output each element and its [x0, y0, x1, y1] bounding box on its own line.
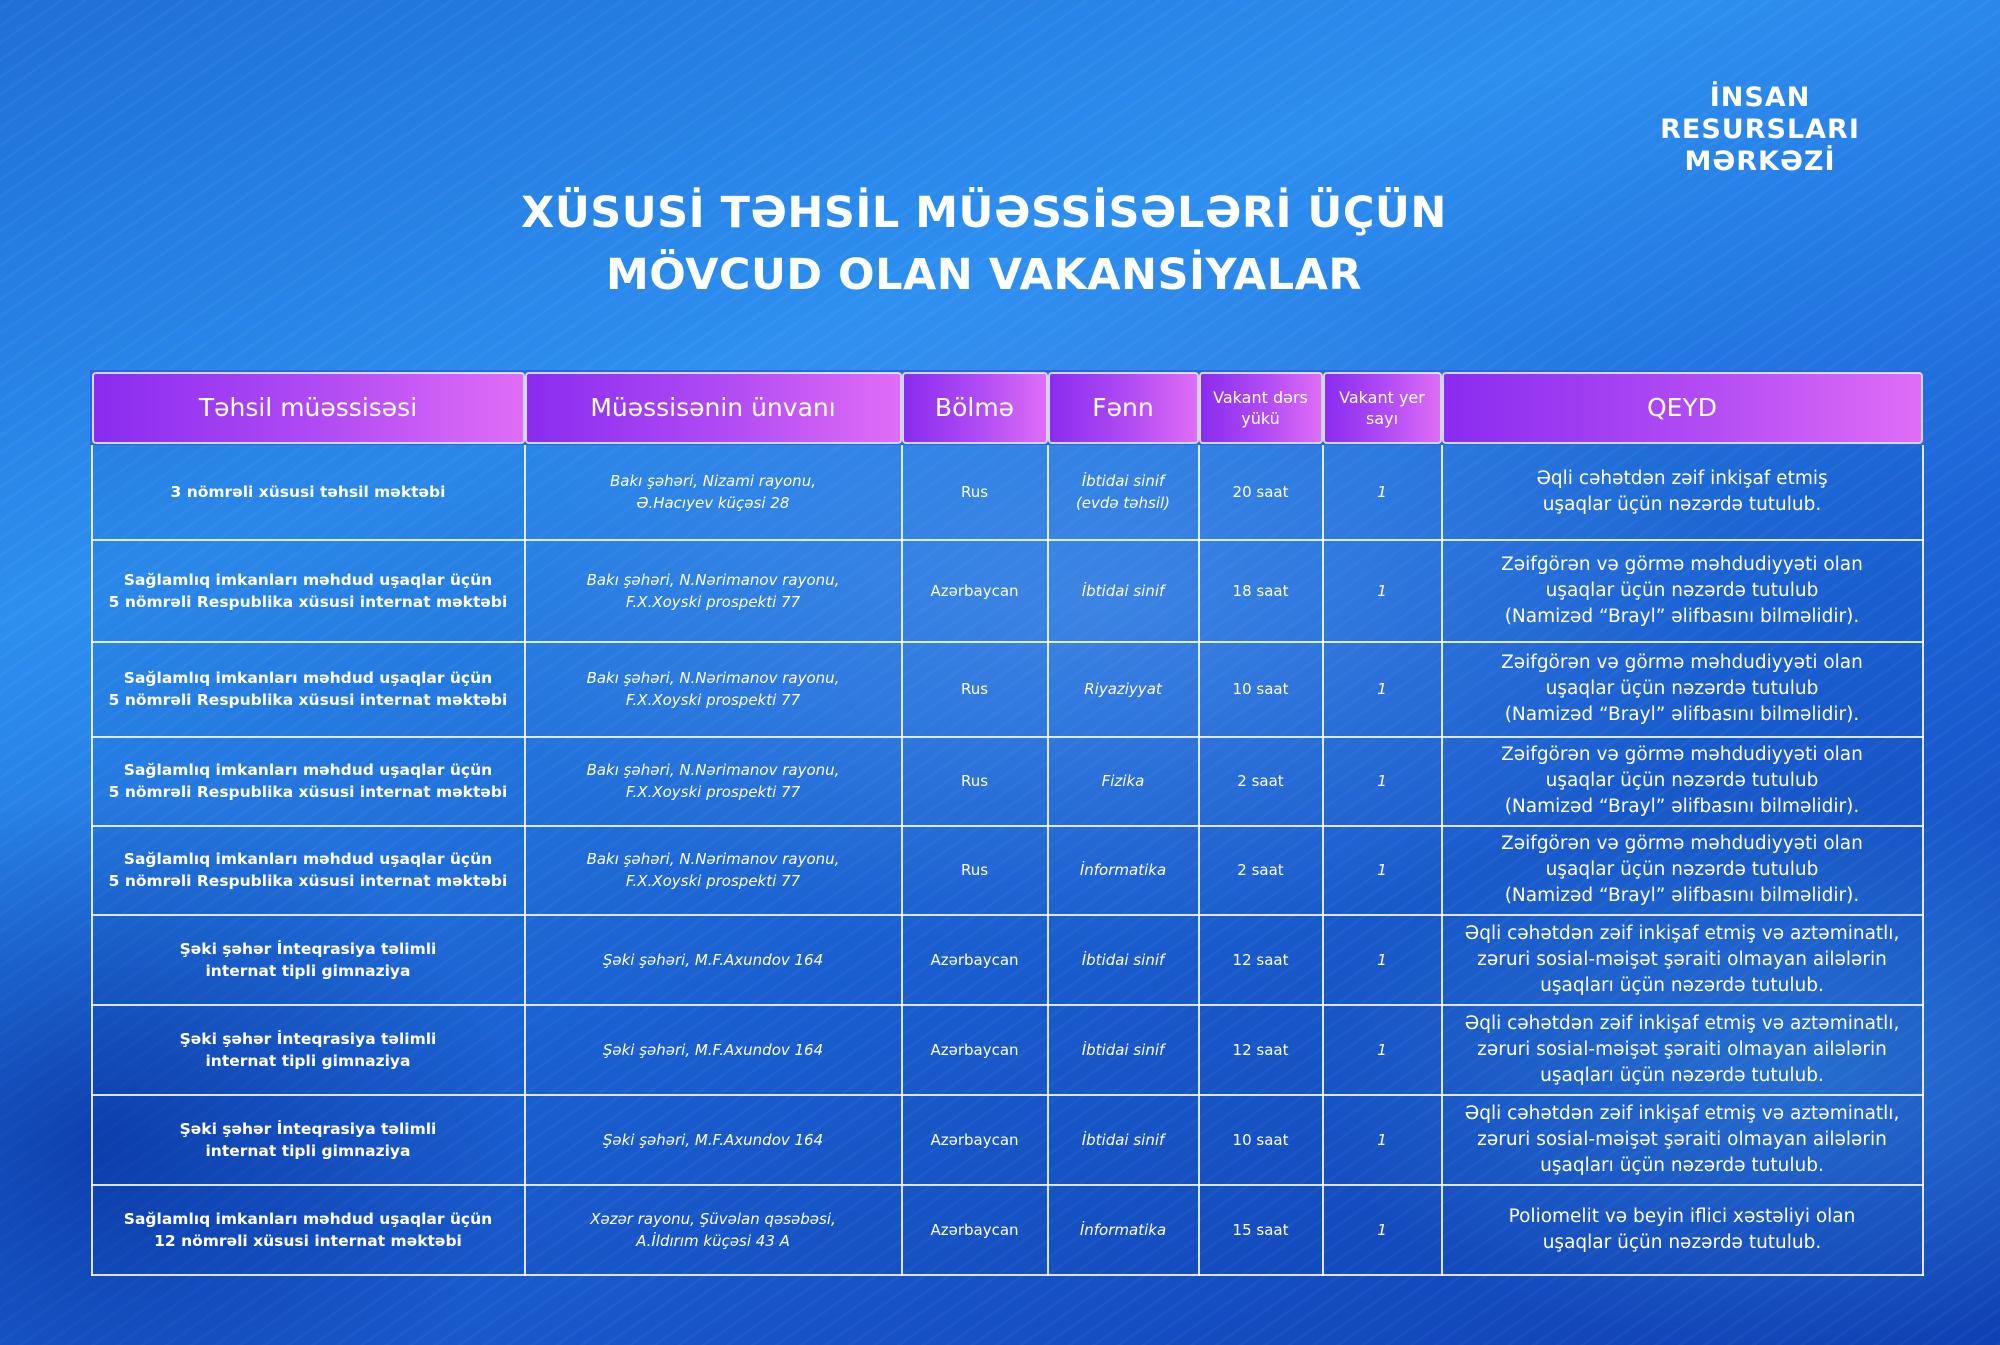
note-line-2: zəruri sosial-məişət şəraiti olmayan ailələrin — [1477, 1128, 1887, 1150]
header-vacant-seats — [1323, 372, 1442, 444]
cell-vacant-hours: 10 saat — [1199, 1095, 1323, 1185]
cell-section: Azərbaycan — [902, 915, 1048, 1005]
institution-line-1: Şəki şəhər İnteqrasiya təlimli — [179, 939, 437, 958]
address-line-1: Bakı şəhəri, Nizami rayonu, — [610, 471, 816, 490]
cell-institution — [92, 1095, 525, 1185]
institution-line-2: internat tipli gimnaziya — [205, 1051, 411, 1070]
table-row — [92, 826, 1923, 915]
cell-note — [1442, 737, 1923, 826]
cell-vacant-hours: 20 saat — [1199, 444, 1323, 540]
cell-address — [525, 737, 902, 826]
cell-subject — [1048, 1185, 1199, 1275]
cell-subject — [1048, 826, 1199, 915]
institution-line-2: 5 nömrəli Respublika xüsusi internat məktəbi — [108, 783, 508, 801]
cell-institution — [92, 642, 525, 737]
cell-address — [525, 826, 902, 915]
subject-line-1: Riyaziyyat — [1084, 680, 1162, 698]
cell-subject — [1048, 444, 1199, 540]
subject-line-1: İbtidai sinif — [1081, 1040, 1165, 1059]
institution-line-1: Sağlamlıq imkanları məhdud uşaqlar üçün — [123, 761, 493, 779]
subject-line-1: İbtidai sinif — [1081, 581, 1165, 600]
note-line-2: uşaqlar üçün nəzərdə tutulub — [1545, 678, 1819, 699]
cell-address — [525, 444, 902, 540]
cell-address — [525, 1005, 902, 1095]
address-line-2: Ə.Hacıyev küçəsi 28 — [636, 493, 790, 512]
cell-institution — [92, 1005, 525, 1095]
cell-note — [1442, 1185, 1923, 1275]
address-line-2: F.X.Xoyski prospekti 77 — [625, 691, 801, 709]
cell-note — [1442, 642, 1923, 737]
note-line-3: uşaqları üçün nəzərdə tutulub. — [1540, 974, 1824, 996]
table-row — [92, 1095, 1923, 1185]
address-line-2: A.İldırım küçəsi 43 A — [636, 1231, 790, 1250]
subject-line-1: Fizika — [1101, 772, 1145, 790]
address-line-1: Bakı şəhəri, N.Nərimanov rayonu, — [586, 669, 840, 687]
header-institution: Təhsil müəssisəsi — [92, 372, 525, 444]
note-line-2: uşaqlar üçün nəzərdə tutulub. — [1542, 1231, 1822, 1253]
note-line-1: Əqli cəhətdən zəif inkişaf etmiş və aztəminatlı, — [1464, 922, 1900, 944]
note-line-3: uşaqları üçün nəzərdə tutulub. — [1540, 1154, 1824, 1176]
page-title-line-1: XÜSUSİ TƏHSİL MÜƏSSİSƏLƏRİ ÜÇÜN — [521, 188, 1447, 238]
cell-vacant-hours: 10 saat — [1199, 642, 1323, 737]
cell-institution — [92, 737, 525, 826]
cell-note — [1442, 444, 1923, 540]
cell-section: Azərbaycan — [902, 1185, 1048, 1275]
note-line-1: Poliomelit və beyin iflici xəstəliyi olan — [1508, 1205, 1856, 1227]
cell-section: Rus — [902, 444, 1048, 540]
cell-subject — [1048, 1005, 1199, 1095]
address-line-1: Bakı şəhəri, N.Nərimanov rayonu, — [586, 570, 840, 589]
address-line-1: Bakı şəhəri, N.Nərimanov rayonu, — [586, 850, 840, 868]
institution-line-2: internat tipli gimnaziya — [205, 1141, 411, 1160]
table-row — [92, 737, 1923, 826]
institution-line-2: 5 nömrəli Respublika xüsusi internat məktəbi — [108, 691, 508, 709]
vacancies-table-container — [90, 370, 1924, 1276]
cell-subject — [1048, 540, 1199, 642]
table-row — [92, 642, 1923, 737]
cell-section: Rus — [902, 737, 1048, 826]
cell-section: Azərbaycan — [902, 1095, 1048, 1185]
cell-note — [1442, 1095, 1923, 1185]
table-row — [92, 1185, 1923, 1275]
header-vacant-hours-line-2: yükü — [1241, 408, 1280, 428]
cell-vacant-hours: 2 saat — [1199, 737, 1323, 826]
institution-line-2: 12 nömrəli xüsusi internat məktəbi — [154, 1231, 462, 1250]
cell-address — [525, 642, 902, 737]
brand-line-1: İNSAN RESURSLARI — [1660, 82, 1860, 145]
note-line-1: Zəifgörən və görmə məhdudiyyəti olan — [1501, 744, 1863, 765]
address-line-2: F.X.Xoyski prospekti 77 — [625, 872, 801, 890]
cell-institution — [92, 1185, 525, 1275]
cell-vacant-seats: 1 — [1323, 444, 1442, 540]
address-line-2: F.X.Xoyski prospekti 77 — [625, 783, 801, 801]
cell-section: Azərbaycan — [902, 1005, 1048, 1095]
cell-address — [525, 1185, 902, 1275]
institution-line-2: 5 nömrəli Respublika xüsusi internat məktəbi — [108, 592, 508, 611]
note-line-1: Zəifgörən və görmə məhdudiyyəti olan — [1501, 652, 1863, 673]
cell-vacant-seats: 1 — [1323, 1185, 1442, 1275]
brand-logo-text — [1620, 82, 1900, 178]
note-line-3: (Namizəd “Brayl” əlifbasını bilməlidir). — [1504, 605, 1860, 627]
institution-line-1: Şəki şəhər İnteqrasiya təlimli — [179, 1029, 437, 1048]
cell-vacant-seats: 1 — [1323, 737, 1442, 826]
cell-vacant-seats: 1 — [1323, 642, 1442, 737]
note-line-2: uşaqlar üçün nəzərdə tutulub — [1545, 579, 1819, 601]
note-line-3: uşaqları üçün nəzərdə tutulub. — [1540, 1064, 1824, 1086]
header-vacant-hours-line-1: Vakant dərs — [1213, 387, 1308, 407]
note-line-1: Əqli cəhətdən zəif inkişaf etmiş və aztəminatlı, — [1464, 1012, 1900, 1034]
institution-line-1: Sağlamlıq imkanları məhdud uşaqlar üçün — [123, 669, 493, 687]
cell-institution — [92, 915, 525, 1005]
institution-line-1: Sağlamlıq imkanları məhdud uşaqlar üçün — [123, 850, 493, 868]
cell-vacant-hours: 12 saat — [1199, 1005, 1323, 1095]
page-title — [400, 182, 1568, 306]
address-line-1: Şəki şəhəri, M.F.Axundov 164 — [602, 1130, 824, 1149]
subject-line-1: İbtidai sinif — [1081, 471, 1165, 490]
cell-note — [1442, 1005, 1923, 1095]
note-line-1: Əqli cəhətdən zəif inkişaf etmiş və aztəminatlı, — [1464, 1102, 1900, 1124]
institution-line-1: Şəki şəhər İnteqrasiya təlimli — [179, 1119, 437, 1138]
cell-address — [525, 1095, 902, 1185]
vacancies-table — [90, 370, 1924, 1276]
cell-section: Rus — [902, 826, 1048, 915]
note-line-1: Zəifgörən və görmə məhdudiyyəti olan — [1501, 553, 1863, 575]
subject-line-2: (evdə təhsil) — [1075, 493, 1171, 512]
cell-vacant-seats: 1 — [1323, 915, 1442, 1005]
brand-line-2: MƏRKƏZİ — [1684, 146, 1836, 177]
cell-institution — [92, 444, 525, 540]
address-line-1: Şəki şəhəri, M.F.Axundov 164 — [602, 1040, 824, 1059]
cell-institution — [92, 540, 525, 642]
address-line-1: Xəzər rayonu, Şüvəlan qəsəbəsi, — [590, 1209, 836, 1228]
cell-vacant-seats: 1 — [1323, 826, 1442, 915]
address-line-1: Bakı şəhəri, N.Nərimanov rayonu, — [586, 761, 840, 779]
header-vacant-seats-line-1: Vakant yer — [1339, 387, 1425, 407]
cell-subject — [1048, 915, 1199, 1005]
address-line-1: Şəki şəhəri, M.F.Axundov 164 — [602, 950, 824, 969]
note-line-3: (Namizəd “Brayl” əlifbasını bilməlidir). — [1504, 885, 1860, 906]
table-row — [92, 540, 1923, 642]
note-line-2: uşaqlar üçün nəzərdə tutulub. — [1542, 493, 1822, 515]
table-row — [92, 444, 1923, 540]
cell-vacant-hours: 18 saat — [1199, 540, 1323, 642]
table-row — [92, 915, 1923, 1005]
cell-vacant-seats: 1 — [1323, 1095, 1442, 1185]
institution-line-1: Sağlamlıq imkanları məhdud uşaqlar üçün — [123, 1209, 493, 1228]
note-line-2: uşaqlar üçün nəzərdə tutulub — [1545, 770, 1819, 791]
note-line-2: zəruri sosial-məişət şəraiti olmayan ailələrin — [1477, 1038, 1887, 1060]
subject-line-1: İnformatika — [1079, 1220, 1167, 1239]
note-line-2: zəruri sosial-məişət şəraiti olmayan ailələrin — [1477, 948, 1887, 970]
note-line-1: Əqli cəhətdən zəif inkişaf etmiş — [1536, 467, 1828, 489]
cell-institution — [92, 826, 525, 915]
header-section: Bölmə — [902, 372, 1048, 444]
note-line-1: Zəifgörən və görmə məhdudiyyəti olan — [1501, 833, 1863, 854]
cell-section: Rus — [902, 642, 1048, 737]
subject-line-1: İnformatika — [1079, 861, 1167, 879]
cell-section: Azərbaycan — [902, 540, 1048, 642]
cell-vacant-seats: 1 — [1323, 1005, 1442, 1095]
page-title-line-2: MÖVCUD OLAN VAKANSİYALAR — [605, 250, 1363, 300]
cell-note — [1442, 915, 1923, 1005]
address-line-2: F.X.Xoyski prospekti 77 — [625, 592, 801, 611]
note-line-3: (Namizəd “Brayl” əlifbasını bilməlidir). — [1504, 796, 1860, 817]
cell-vacant-hours: 2 saat — [1199, 826, 1323, 915]
header-address: Müəssisənin ünvanı — [525, 372, 902, 444]
institution-line-2: internat tipli gimnaziya — [205, 961, 411, 980]
cell-subject — [1048, 1095, 1199, 1185]
table-row — [92, 1005, 1923, 1095]
header-vacant-hours — [1199, 372, 1323, 444]
cell-note — [1442, 540, 1923, 642]
cell-address — [525, 915, 902, 1005]
cell-subject — [1048, 642, 1199, 737]
cell-address — [525, 540, 902, 642]
subject-line-1: İbtidai sinif — [1081, 1130, 1165, 1149]
subject-line-1: İbtidai sinif — [1081, 950, 1165, 969]
cell-vacant-hours: 15 saat — [1199, 1185, 1323, 1275]
table-header-row — [92, 372, 1923, 444]
header-subject: Fənn — [1048, 372, 1199, 444]
cell-vacant-seats: 1 — [1323, 540, 1442, 642]
note-line-2: uşaqlar üçün nəzərdə tutulub — [1545, 859, 1819, 880]
cell-vacant-hours: 12 saat — [1199, 915, 1323, 1005]
note-line-3: (Namizəd “Brayl” əlifbasını bilməlidir). — [1504, 704, 1860, 725]
header-note: QEYD — [1442, 372, 1923, 444]
cell-subject — [1048, 737, 1199, 826]
institution-line-1: Sağlamlıq imkanları məhdud uşaqlar üçün — [123, 570, 493, 589]
header-vacant-seats-line-2: sayı — [1365, 408, 1399, 428]
institution-line-2: 5 nömrəli Respublika xüsusi internat məktəbi — [108, 872, 508, 890]
institution-line-1: 3 nömrəli xüsusi təhsil məktəbi — [170, 482, 446, 501]
cell-note — [1442, 826, 1923, 915]
